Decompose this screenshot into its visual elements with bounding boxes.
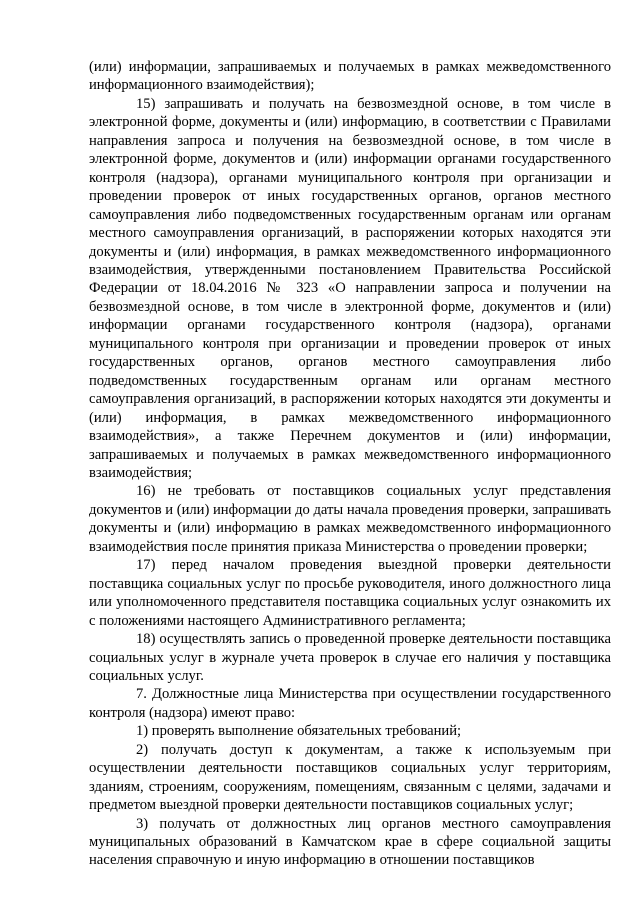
- paragraph-right-3: 3) получать от должностных лиц органов местного самоуправления муниципальных образований в Камчатском крае в сфере социальной защиты населения справочную и иную информацию в отношении поставщиков: [89, 815, 611, 869]
- paragraph-item-18: 18) осуществлять запись о проведенной проверке деятельности поставщика социальных услуг в журнале учета проверок в случае его наличия у поставщика социальных услуг.: [89, 631, 611, 684]
- paragraph-continuation: (или) информации, запрашиваемых и получаемых в рамках межведомственного информационного взаимодействия);: [89, 59, 611, 94]
- paragraph-item-17: 17) перед началом проведения выездной проверки деятельности поставщика социальных услуг по просьбе руководителя, иного должностного лица или уполномоченного представителя поставщика социальных услуг ознакомить их с положениями настоящего Административного регламента;: [89, 557, 611, 629]
- paragraph-item-15: 15) запрашивать и получать на безвозмездной основе, в том числе в электронной форме, документы и (или) информацию, в соответствии с Правилами направления запроса и получения на безвозмездной основе, в том числе в электронной форме, документов и (или) информации органами государственного контроля (надзора), органами муниципального контроля при организации и проведении проверок от иных государственных органов, органов местного самоуправления либо подведомственных государственным органам или органам местного самоуправления организаций, в распоряжении которых находятся эти документы и (или) информация, в рамках межведомственного информационного взаимодействия, утвержденными постановлением Правительства Российской Федерации от 18.04.2016 № 323 «О направлении запроса и получении на безвозмездной основе, в том числе в электронной форме, документов и (или) информации органами государственного контроля (надзора), органами муниципального контроля при организации и проведении проверок от иных государственных органов, органов местного самоуправления либо подведомственных государственным органам или органам местного самоуправления организаций, в распоряжении которых находятся эти документы и (или) информация, в рамках межведомственного информационного взаимодействия», а также Перечнем документов и (или) информации, запрашиваемых и получаемых в рамках межведомственного информационного взаимодействия;: [89, 95, 611, 481]
- paragraph-right-1: 1) проверять выполнение обязательных требований;: [136, 723, 462, 740]
- document-page: [89, 58, 611, 870]
- paragraph-item-16: 16) не требовать от поставщиков социальных услуг представления документов и (или) информации до даты начала проведения проверки, запрашивать документы и (или) информацию в рамках межведомственного информационного взаимодействия после принятия приказа Министерства о проведении проверки;: [89, 483, 611, 555]
- paragraph-right-2: 2) получать доступ к документам, а также к используемым при осуществлении деятельности поставщиков социальных услуг территориям, зданиям, строениям, сооружениям, помещениям, связанным с целями, задачами и предметом выездной проверки деятельности поставщиков социальных услуг;: [89, 741, 611, 814]
- paragraph-section-7: 7. Должностные лица Министерства при осуществлении государственного контроля (надзора) имеют право:: [89, 686, 611, 721]
